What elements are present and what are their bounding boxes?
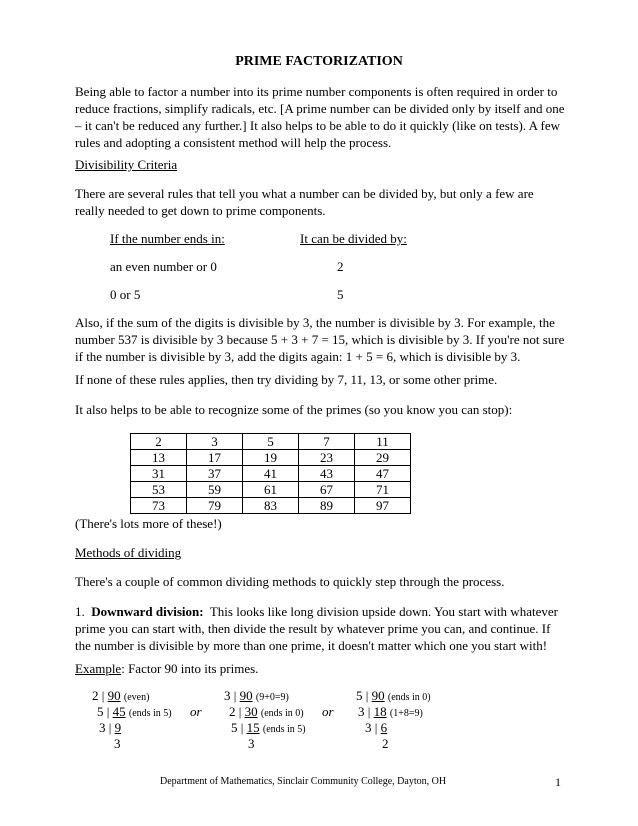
prime-cell: 37 (187, 466, 243, 482)
prime-cell: 53 (131, 482, 187, 498)
downward-label: Downward division: (91, 604, 204, 619)
rule-ends-in: 0 or 5 (110, 287, 141, 302)
division-divisor: 5 | (231, 720, 244, 735)
division-step (99, 720, 121, 736)
rule-ends-in: an even number or 0 (110, 259, 217, 274)
prime-cell: 61 (243, 482, 299, 498)
primes-row (131, 498, 411, 514)
methods-intro: There's a couple of common dividing methods to quickly step through the process. (75, 574, 505, 589)
prime-cell: 17 (187, 450, 243, 466)
prime-cell: 29 (355, 450, 411, 466)
division-note: (ends in 0) (260, 708, 304, 719)
prime-cell: 2 (131, 434, 187, 450)
prime-cell: 7 (299, 434, 355, 450)
divisibility-heading: Divisibility Criteria (75, 157, 178, 172)
primes-row (131, 450, 411, 466)
division-divisor: 3 | (99, 720, 112, 735)
division-step (382, 736, 389, 752)
division-dividend: 6 (380, 720, 388, 735)
prime-cell: 23 (299, 450, 355, 466)
division-dividend: 15 (246, 720, 260, 735)
prime-cell: 13 (131, 450, 187, 466)
methods-heading: Methods of dividing (75, 545, 182, 560)
prime-cell: 5 (243, 434, 299, 450)
page-number: 1 (555, 775, 561, 789)
division-dividend: 9 (114, 720, 122, 735)
division-divisor: 5 | (356, 688, 369, 703)
example-label: Example (75, 661, 122, 676)
or-label-2: or (322, 704, 334, 719)
division-quotient: 3 (114, 736, 121, 751)
division-divisor: 3 | (358, 704, 371, 719)
primes-row (131, 434, 411, 450)
division-note: (ends in 0) (387, 692, 431, 703)
prime-cell: 43 (299, 466, 355, 482)
prime-cell: 83 (243, 498, 299, 514)
division-step (231, 720, 306, 738)
division-divisor: 2 | (92, 688, 105, 703)
primes-row (131, 482, 411, 498)
sum-rule-paragraph: Also, if the sum of the digits is divisible by 3, the number is divisible by 3. For example, the number 537 is divisible by 3 because 5 + 3 + 7 = 15, which is divisible by 3. If you're not sure if the number is divisible by 3, add the digits again: 1 + 5 = 6, which is divisible by 3. (75, 315, 565, 364)
example-line (75, 660, 565, 677)
division-note: (ends in 5) (262, 724, 306, 735)
division-step (248, 736, 255, 752)
page-title: PRIME FACTORIZATION (235, 54, 403, 69)
division-quotient: 3 (248, 736, 255, 751)
division-divisor: 2 | (229, 704, 242, 719)
division-divisor: 5 | (97, 704, 110, 719)
lots-more-note: (There's lots more of these!) (75, 516, 222, 531)
division-step (114, 736, 121, 752)
example-text: : Factor 90 into its primes. (121, 661, 259, 676)
or-label-1: or (190, 704, 202, 719)
division-note: (even) (123, 692, 150, 703)
division-dividend: 90 (239, 688, 253, 703)
division-divisor: 3 | (365, 720, 378, 735)
prime-cell: 31 (131, 466, 187, 482)
prime-cell: 41 (243, 466, 299, 482)
division-dividend: 45 (112, 704, 126, 719)
divisibility-intro: There are several rules that tell you what a number can be divided by, but only a few are really needed to get down to prime components. (75, 186, 534, 218)
rules-header-divided-by: It can be divided by: (300, 231, 407, 246)
prime-cell: 71 (355, 482, 411, 498)
prime-cell: 19 (243, 450, 299, 466)
prime-cell: 67 (299, 482, 355, 498)
prime-cell: 73 (131, 498, 187, 514)
prime-cell: 11 (355, 434, 411, 450)
primes-row (131, 466, 411, 482)
recognize-paragraph: It also helps to be able to recognize some of the primes (so you know you can stop): (75, 402, 513, 417)
prime-cell: 47 (355, 466, 411, 482)
rule-divisor: 2 (337, 259, 344, 274)
prime-cell: 89 (299, 498, 355, 514)
prime-cell: 79 (187, 498, 243, 514)
none-apply-paragraph: If none of these rules applies, then try dividing by 7, 11, 13, or some other prime. (75, 372, 498, 387)
downward-division-paragraph (75, 603, 565, 654)
prime-cell: 59 (187, 482, 243, 498)
division-quotient: 2 (382, 736, 389, 751)
prime-cell: 97 (355, 498, 411, 514)
rule-divisor: 5 (337, 287, 344, 302)
downward-number: 1. (75, 604, 85, 619)
division-divisor: 3 | (224, 688, 237, 703)
division-note: (ends in 5) (128, 708, 172, 719)
downward-text: This looks like long division upside down. You start with whatever prime you can start with, then divide the result by whatever prime you can, and continue. If the number is divisible by more than one prime, it doesn't matter which one you start with! (75, 604, 558, 653)
footer-text: Department of Mathematics, Sinclair Community College, Dayton, OH (160, 776, 447, 787)
division-dividend: 18 (373, 704, 387, 719)
division-dividend: 90 (107, 688, 121, 703)
prime-cell: 3 (187, 434, 243, 450)
division-dividend: 90 (371, 688, 385, 703)
division-note: (1+8=9) (389, 708, 423, 719)
division-note: (9+0=9) (255, 692, 289, 703)
division-dividend: 30 (244, 704, 258, 719)
primes-table (130, 433, 411, 514)
intro-paragraph: Being able to factor a number into its prime number components is often required in order to reduce fractions, simplify radicals, etc. [A prime number can be divided only by itself and one – it can't be reduced any further.] It also helps to be able to do it quickly (like on tests). A few rules and adopting a consistent method will help the process. (75, 84, 565, 150)
division-step (365, 720, 387, 736)
rules-header-ends-in: If the number ends in: (110, 231, 225, 246)
